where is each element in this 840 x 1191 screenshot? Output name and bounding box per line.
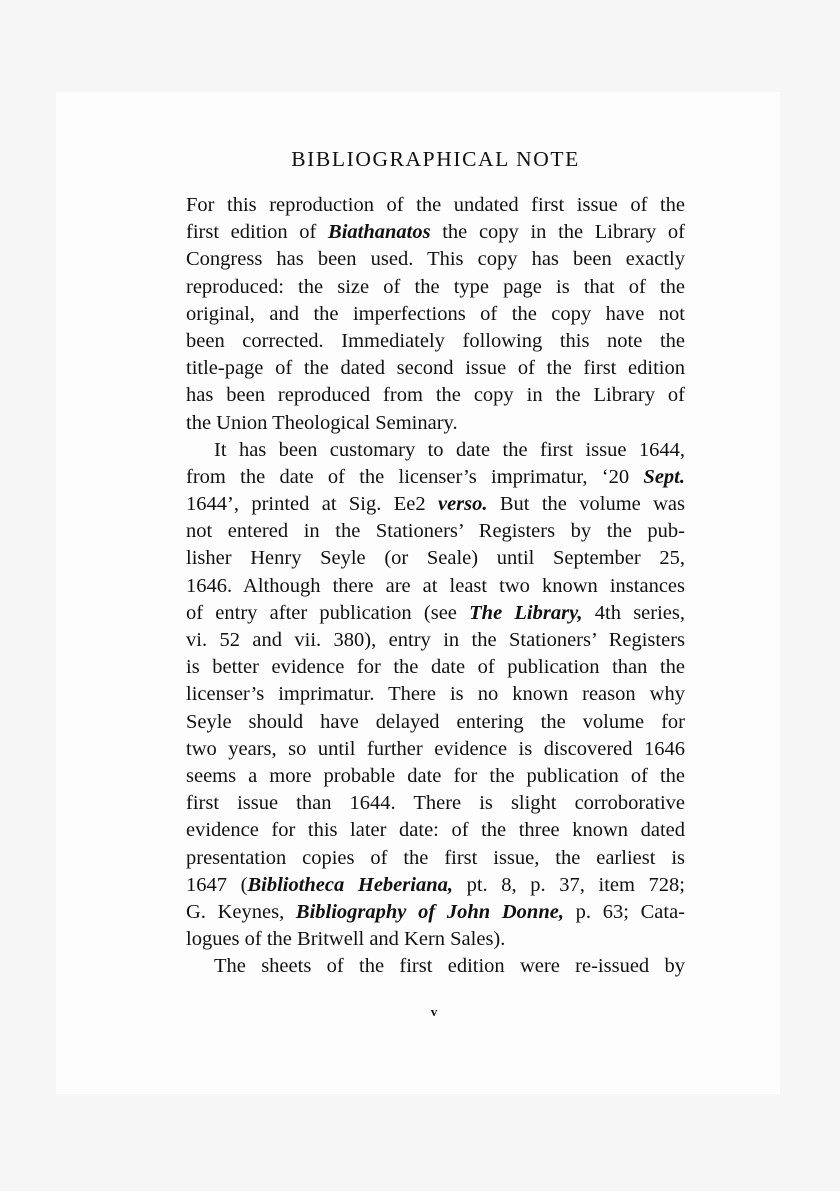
- text-line: not entered in the Stationers’ Registers by the pub-: [186, 520, 685, 543]
- text-line: two years, so until further evidence is discovered 1646: [186, 737, 685, 760]
- title-biathanatos: Biathanatos: [328, 221, 431, 244]
- italic-verso: verso.: [437, 493, 488, 516]
- text-line: title-page of the dated second issue of the first edition: [186, 357, 685, 380]
- text-line: G. Keynes, Bibliography of John Donne, p. 63; Cata-: [186, 900, 685, 923]
- text-line: been corrected. Immediately following this note the: [186, 329, 685, 352]
- text-line: from the date of the licenser’s imprimatur, ‘20 Sept.: [186, 465, 685, 488]
- text-line: is better evidence for the date of publication than the: [186, 656, 685, 679]
- text-line: of entry after publication (see The Library, 4th series,: [186, 601, 685, 624]
- text-line: Seyle should have delayed entering the volume for: [186, 710, 685, 733]
- title-bibliotheca-heberiana: Bibliotheca Heberiana,: [247, 873, 453, 896]
- text-line: 1644’, printed at Sig. Ee2 verso. But the volume was: [186, 493, 686, 516]
- text-line: reproduced: the size of the type page is that of the: [186, 275, 685, 298]
- text-line: vi. 52 and vii. 380), entry in the Stationers’ Registers: [186, 629, 685, 651]
- text-line: seems a more probable date for the publication of the: [186, 764, 685, 787]
- text-line: licenser’s imprimatur. There is no known reason why: [186, 683, 685, 706]
- text-line: original, and the imperfections of the copy have not: [186, 302, 685, 325]
- body-text: [186, 192, 685, 980]
- text-line: lisher Henry Seyle (or Seale) until September 25,: [186, 547, 685, 570]
- text-line: 1646. Although there are at least two known instances: [186, 574, 685, 597]
- title-bibliography-donne: Bibliography of John Donne,: [295, 900, 564, 923]
- text-line: It has been customary to date the first issue 1644,: [214, 438, 685, 461]
- text-line: The sheets of the first edition were re-issued by: [214, 955, 685, 978]
- text-line: first issue than 1644. There is slight corroborative: [186, 792, 685, 815]
- italic-sept: Sept.: [643, 465, 685, 488]
- text-line: 1647 (Bibliotheca Heberiana, pt. 8, p. 37, item 728;: [186, 873, 685, 896]
- text-line: For this reproduction of the undated first issue of the: [186, 194, 685, 216]
- page-folio: v: [430, 1004, 438, 1019]
- text-line: first edition of Biathanatos the copy in the Library of: [186, 221, 685, 244]
- text-line: has been reproduced from the copy in the Library of: [186, 384, 685, 407]
- text-line: the Union Theological Seminary.: [186, 411, 458, 434]
- text-line: evidence for this later date: of the three known dated: [186, 819, 685, 842]
- text-line: logues of the Britwell and Kern Sales).: [186, 928, 506, 951]
- title-the-library: The Library,: [469, 601, 583, 624]
- text-line: presentation copies of the first issue, the earliest is: [186, 846, 685, 869]
- text-line: Congress has been used. This copy has been exactly: [186, 248, 685, 271]
- page-heading: BIBLIOGRAPHICAL NOTE: [291, 147, 580, 171]
